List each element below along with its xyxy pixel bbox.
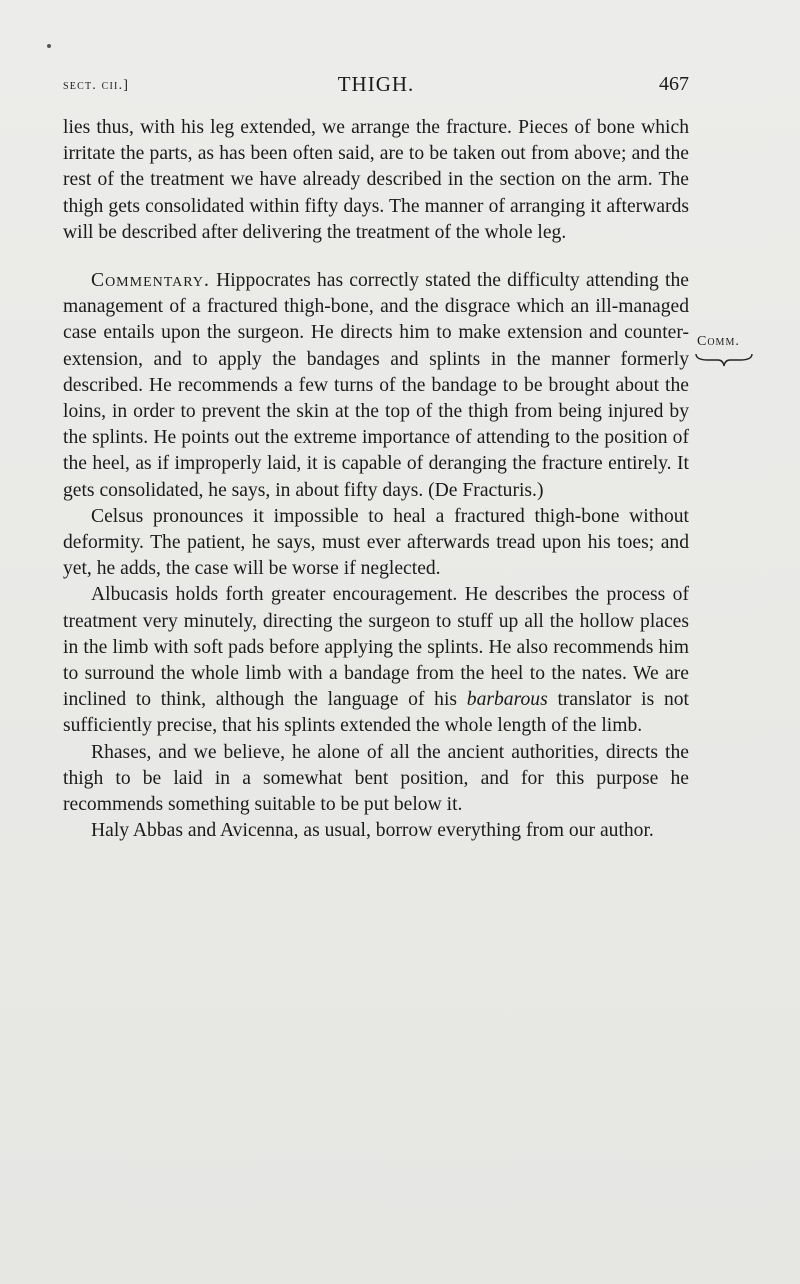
commentary-text: Hippocrates has correctly stated the difficulty attending the management of a fractured thigh-bone, and the disgrace which an ill-managed case entails upon the surgeon. He directs him to make extension and counter-extension, and to apply the bandages and splints in the manner formerly described. He recommends a few turns of the bandage to be brought about the loins, in order to prevent the skin at the top of the thigh from being injured by the splints. He points out the extreme importance of attending to the position of the heel, as if improperly laid, it is capable of deranging the fracture entirely. It gets consolidated, he says, in about fifty days. (De Fracturis.): [63, 270, 689, 501]
running-header: [63, 72, 689, 100]
main-text: [63, 115, 689, 844]
paragraph-commentary: [63, 268, 689, 504]
paragraph-rhases: Rhases, and we believe, he alone of all the ancient authorities, directs the thigh to be laid in a somewhat bent position, and for this purpose he recommends something suitable to be put below it.: [63, 741, 689, 816]
margin-brace-icon: [694, 352, 754, 368]
commentary-label: Commentary.: [91, 270, 210, 292]
margin-note-commentary: Comm.: [697, 334, 740, 349]
albucasis-italic: barbarous: [466, 689, 548, 711]
paragraph-albucasis: [63, 582, 689, 739]
albucasis-text: Albucasis holds forth greater encouragement. He describes the process of treatment very minutely, directing the surgeon to stuff up all the hollow places in the limb with soft pads before applying the splints. He also recommends him to surround the whole limb with a bandage from the heel to the nates. We are inclined to think, although the language of his: [63, 584, 689, 711]
ink-speck: [47, 44, 51, 48]
page-number: 467: [659, 73, 689, 95]
section-marker: sect. cii.]: [63, 78, 130, 93]
paragraph-1: lies thus, with his leg extended, we arrange the fracture. Pieces of bone which irritate the parts, as has been often said, are to be taken out from above; and the rest of the treatment we have already described in the section on the arm. The thigh gets consolidated within fifty days. The manner of arranging it afterwards will be described after delivering the treatment of the whole leg.: [63, 117, 689, 243]
paragraph-haly-abbas: Haly Abbas and Avicenna, as usual, borrow everything from our author.: [91, 820, 654, 842]
page-title: THIGH.: [337, 72, 415, 96]
albucasis-tail: translator is not sufficiently precise, that his splints extended the whole length of the limb.: [63, 689, 689, 737]
paragraph-celsus: Celsus pronounces it impossible to heal a fractured thigh-bone without deformity. The patient, he says, must ever afterwards tread upon his toes; and yet, he adds, the case will be worse if neglected.: [63, 505, 689, 580]
